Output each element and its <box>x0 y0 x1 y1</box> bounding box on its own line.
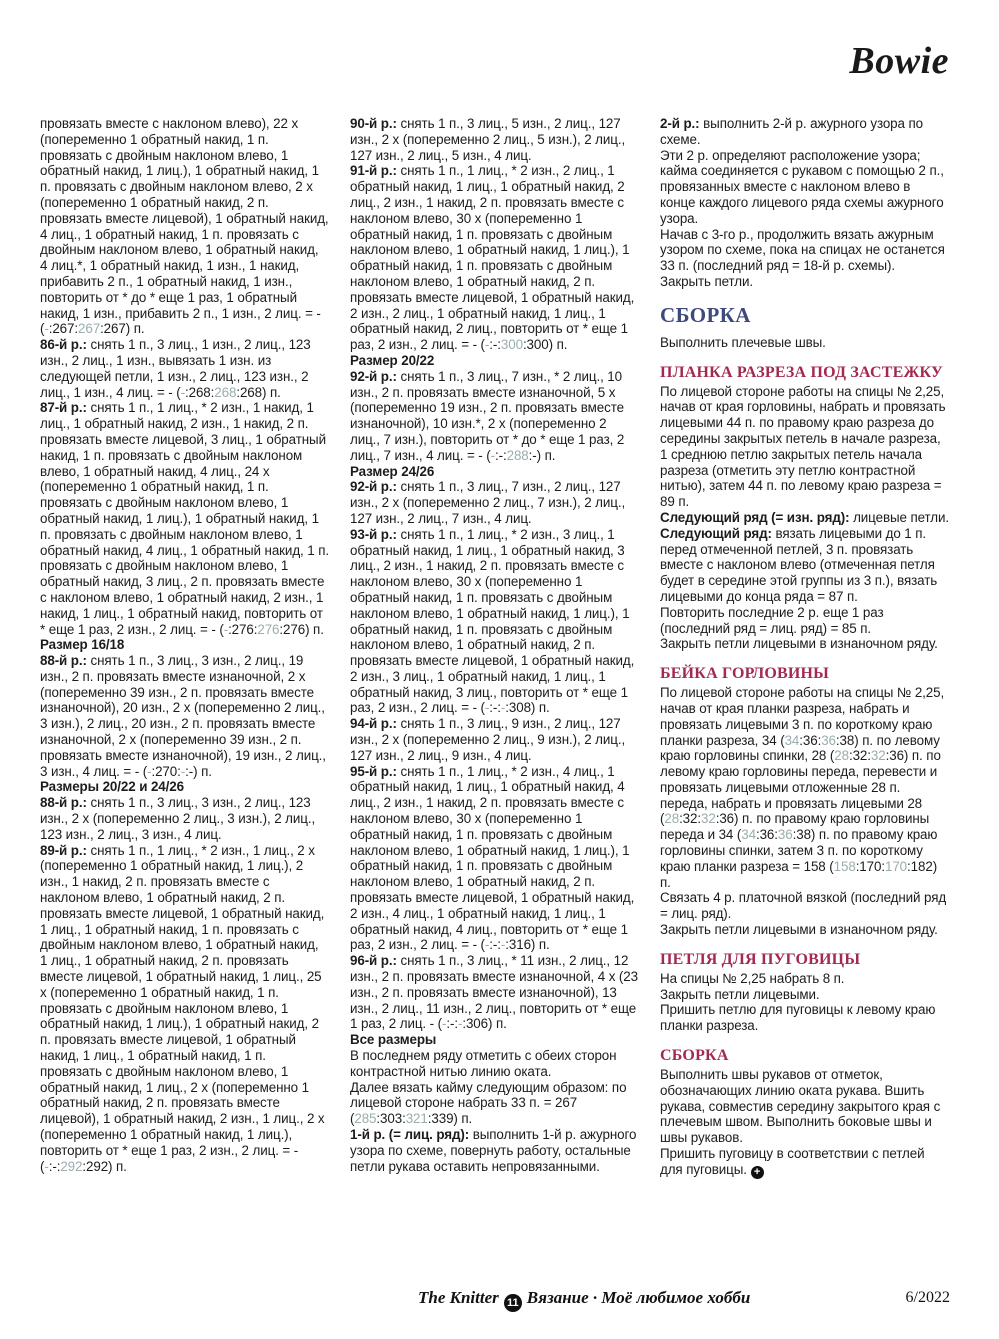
alt-size-value: - <box>457 1016 463 1032</box>
paragraph: По лицевой стороне работы на спицы № 2,25, начав от края планки разреза, набрать и провязать лицевыми 3 п. по короткому краю планки разреза, 34 (34:36:36:38) п. по левому краю горловины спинки, 28 (28:32:32:36) п. по левому краю горловины переда, перевести и провязать лицевыми отложенные 28 п. переда, набрать и провязать лицевыми 28 (28:32:32:36) п. по правому краю горловины переда и 34 (34:36:36:38) п. по правому краю горловины спинки, затем 3 п. по короткому краю планки разреза = 158 (158:170:170:182) п. <box>660 685 945 890</box>
section-heading: ПЕТЛЯ ДЛЯ ПУГОВИЦЫ <box>660 950 861 968</box>
alt-size-value: - <box>490 447 495 463</box>
paragraph: Следующий ряд: вязать лицевыми до 1 п. перед отмеченной петлей, 3 п. провязать вместе с наклоном влево (отмеченная петля будет в середине этой группы из 3 п.), вязать лицевыми до конца ряда = 87 п. <box>660 525 938 604</box>
paragraph: 95-й р.: снять 1 п., 1 лиц., * 2 изн., 4 лиц., 1 обратный накид, 1 лиц., 1 обратный накид, 4 лиц., 2 изн., 1 накид, 2 п. провязать вместе с наклоном влево, 30 х (попеременно 1 обратный накид, 1 п. провязать с двойным наклоном влево, 1 обратный накид, 1 лиц.), 1 обратный накид, 1 п. провязать с двойным наклоном влево, 1 обратный накид, 2 п. провязать вместе лицевой, 1 обратный накид, 2 изн., 4 лиц., 1 обратный накид, 1 лиц., 1 обратный накид, 4 лиц., повторить от * еще 1 раз, 2 изн., 2 лиц. = - (-:-:-:316) п. <box>350 763 635 953</box>
paragraph: 88-й р.: снять 1 п., 3 лиц., 3 изн., 2 лиц., 123 изн., 2 х (попеременно 2 лиц., 3 изн.), 2 лиц., 123 изн., 2 лиц., 3 изн., 4 лиц. <box>40 795 316 842</box>
alt-size-value: 158 <box>833 858 856 874</box>
section-heading: БЕЙКА ГОРЛОВИНЫ <box>660 665 830 683</box>
alt-size-value: 32 <box>870 748 886 764</box>
paragraph: По лицевой стороне работы на спицы № 2,25, начав от края горловины, набрать и провязать лицевыми 44 п. по правому краю разреза до середины закрытых петель в начале разреза, 1 среднюю петлю закрытых петель начала разреза (отметить эту петлю контрастной нитью), затем 44 п. по левому краю разреза = 89 п. <box>660 383 946 510</box>
paragraph: Закрыть петли лицевыми. <box>660 986 820 1002</box>
row-label: 91-й р.: <box>350 163 397 179</box>
paragraph: 96-й р.: снять 1 п., 3 лиц., * 11 изн., 2 лиц., 12 изн., 2 п. провязать вместе изнаночной, 4 х (23 изн., 2 п. провязать вместе изнаночной), 13 изн., 2 лиц., 11 изн., 2 лиц., повторить от * еще 1 раз, 2 лиц. - (-:-:-:306) п. <box>350 953 638 1032</box>
paragraph: 93-й р.: снять 1 п., 1 лиц., * 2 изн., 3 лиц., 1 обратный накид, 1 лиц., 1 обратный накид, 3 лиц., 2 изн., 1 накид, 2 п. провязать вместе с наклоном влево, 30 х (попеременно 1 обратный накид, 1 п. провязать с двойным наклоном влево, 1 обратный накид, 1 лиц.), 1 обратный накид, 1 п. провязать с двойным наклоном влево, 1 обратный накид, 2 п. провязать вместе лицевой, 1 обратный накид, 2 изн., 3 лиц., 1 обратный накид, 1 лиц., 1 обратный накид, 3 лиц., повторить от * еще 1 раз, 2 изн., 2 лиц. = - (-:-:-:308) п. <box>350 526 635 716</box>
row-label: 92-й р.: <box>350 368 397 384</box>
row-label: Следующий ряд (= изн. ряд): <box>660 509 850 525</box>
alt-size-value: - <box>442 1016 447 1032</box>
section-heading: СБОРКА <box>660 1047 729 1065</box>
alt-size-value: - <box>147 763 152 779</box>
section-heading: ПЛАНКА РАЗРЕЗА ПОД ЗАСТЕЖКУ <box>660 363 943 381</box>
row-label: 96-й р.: <box>350 953 397 969</box>
paragraph: На спицы № 2,25 набрать 8 п. <box>660 970 845 986</box>
paragraph: 2-й р.: выполнить 2-й р. ажурного узора по схеме. <box>660 116 923 147</box>
row-label: 1-й р. (= лиц. ряд): <box>350 1127 470 1142</box>
alt-size-value: 288 <box>506 447 529 463</box>
paragraph: Эти 2 р. определяют расположение узора; кайма соединяется с рукавом с помощью 2 п., провязанных вместе с наклоном влево в конце каждого лицевого ряда схемы ажурного узора. <box>660 147 944 226</box>
alt-size-value: 300 <box>500 337 523 353</box>
alt-size-value: 28 <box>834 748 849 764</box>
alt-size-value: - <box>44 321 49 337</box>
row-label: 86-й р.: <box>40 337 87 353</box>
row-label: 89-й р.: <box>40 842 87 858</box>
paragraph: 87-й р.: снять 1 п., 1 лиц., * 2 изн., 1 накид, 1 лиц., 1 обратный накид, 2 изн., 1 накид, 2 п. провязать вместе лицевой, 3 лиц., 1 обратный накид, 1 п. провязать с двойным наклоном влево, 1 обратный накид, 4 лиц., 24 х (попеременно 1 обратный накид, 1 п. провязать с двойным наклоном влево, 1 обратный накид, 1 лиц.), 1 обратный накид, 1 п. провязать с двойным наклоном влево, 1 обратный накид, 4 лиц., 1 обратный накид, 1 п. провязать с двойным наклоном влево, 1 обратный накид, 3 лиц., 2 п. провязать вместе с наклоном влево, 1 обратный накид, 2 изн., 1 накид, 1 лиц., 1 обратный накид, повторить от * еще 1 раз, 2 изн., 2 лиц. = - (-:276:276:276) п. <box>40 400 330 637</box>
paragraph: 1-й р. (= лиц. ряд): выполнить 1-й р. ажурного узора по схеме, повернуть работу, остальные петли рукава оставить непровязанными. <box>350 1127 637 1174</box>
paragraph: 92-й р.: снять 1 п., 3 лиц., 7 изн., * 2 лиц., 10 изн., 2 п. провязать вместе изнаночной, 5 х (попеременно 19 изн., 2 п. провязать вместе изнаночной), 10 изн.*, 2 х (попеременно 2 лиц., 7 изн.), повторить от * до * еще 1 раз, 2 лиц., 7 изн., 4 лиц. = - (-:-:288:-) п. <box>350 368 625 463</box>
article-columns <box>40 116 950 1179</box>
alt-size-value: 268 <box>214 384 237 400</box>
size-heading: Размер 16/18 <box>40 637 125 653</box>
paragraph: Выполнить швы рукавов от отметок, обозначающих линию оката рукава. Вшить рукава, совместив середину закрытого края с плечевым швом. Выполнить боковые швы и швы рукавов. <box>660 1067 941 1146</box>
paragraph: 91-й р.: снять 1 п., 1 лиц., * 2 изн., 2 лиц., 1 обратный накид, 1 лиц., 1 обратный накид, 2 лиц., 2 изн., 1 накид, 2 п. провязать вместе с наклоном влево, 30 х (попеременно 1 обратный накид, 1 п. провязать с двойным наклоном влево, 1 обратный накид, 1 лиц.), 1 обратный накид, 1 п. провязать с двойным наклоном влево, 1 обратный накид, 2 п. провязать вместе лицевой, 1 обратный накид, 2 изн., 2 лиц., 1 обратный накид, 1 лиц., 1 обратный накид, 2 лиц., повторить от * еще 1 раз, 2 изн., 2 лиц. = - (-:-:300:300) п. <box>350 163 635 353</box>
section-heading-major: СБОРКА <box>660 302 751 327</box>
footer-brand-line <box>418 1288 750 1312</box>
row-label: 92-й р.: <box>350 479 397 495</box>
column-1 <box>40 116 329 1179</box>
paragraph: 90-й р.: снять 1 п., 3 лиц., 5 изн., 2 лиц., 127 изн., 2 х (попеременно 2 лиц., 5 изн.), 2 лиц., 127 изн., 2 лиц., 5 изн., 4 лиц. <box>350 116 626 163</box>
alt-size-value: 276 <box>257 621 280 637</box>
alt-size-value: 292 <box>60 1158 83 1174</box>
footer <box>0 1288 999 1314</box>
paragraph: В последнем ряду отметить с обеих сторон контрастной нитью линию оката. <box>350 1048 617 1079</box>
alt-size-value: 321 <box>405 1111 428 1127</box>
alt-size-value: 285 <box>354 1111 377 1127</box>
row-label: 90-й р.: <box>350 116 397 131</box>
alt-size-value: - <box>484 700 490 716</box>
alt-size-value: - <box>500 700 506 716</box>
size-heading: Размер 24/26 <box>350 463 435 479</box>
page-number-badge: 11 <box>504 1294 522 1312</box>
alt-size-value: - <box>223 621 229 637</box>
end-of-pattern-icon: + <box>751 1166 764 1179</box>
row-label: 94-й р.: <box>350 716 397 732</box>
row-label: 88-й р.: <box>40 795 87 811</box>
paragraph: Пришить петлю для пуговицы к левому краю планки разреза. <box>660 1002 936 1034</box>
paragraph: Закрыть петли. <box>660 273 754 289</box>
size-heading: Размеры 20/22 и 24/26 <box>40 779 184 795</box>
alt-size-value: - <box>44 1158 49 1174</box>
alt-size-value: 34 <box>741 827 756 843</box>
footer-brand: The Knitter <box>418 1288 499 1307</box>
paragraph: Далее вязать кайму следующим образом: по лицевой стороне набрать 33 п. = 267 (285:303:321:339) п. <box>350 1079 627 1127</box>
paragraph: 86-й р.: снять 1 п., 3 лиц., 1 изн., 2 лиц., 123 изн., 2 лиц., 1 изн., вывязать 1 изн. из следующей петли, 1 изн., 2 лиц., 123 изн., 2 лиц., 1 изн., 4 лиц. = - (-:268:268:268) п. <box>40 337 311 400</box>
alt-size-value: - <box>180 763 186 779</box>
row-label: 93-й р.: <box>350 526 397 542</box>
alt-size-value: - <box>180 384 185 400</box>
alt-size-value: - <box>500 937 506 953</box>
alt-size-value: 34 <box>784 732 800 748</box>
page-title: Bowie <box>849 40 949 82</box>
column-2 <box>350 116 639 1179</box>
alt-size-value: 170 <box>884 858 908 874</box>
row-label: 95-й р.: <box>350 763 397 779</box>
alt-size-value: 28 <box>664 811 680 827</box>
row-label: 87-й р.: <box>40 400 87 416</box>
column-3 <box>660 116 949 1179</box>
paragraph: Пришить пуговицу в соответствии с петлей для пуговицы. + <box>660 1146 925 1178</box>
paragraph: 89-й р.: снять 1 п., 1 лиц., * 2 изн., 1 лиц., 2 х (попеременно 1 обратный накид, 1 лиц.), 2 изн., 1 накид, 2 п. провязать вместе с наклоном влево, 1 обратный накид, 2 п. провязать вместе лицевой, 1 обратный накид, 1 лиц., 1 обратный накид, 1 п. провязать с двойным наклоном влево, 1 обратный накид, 1 лиц., 1 обратный накид, 2 п. провязать вместе лицевой, 1 обратный накид, 1 лиц., 25 х (попеременно 1 обратный накид, 1 п. провязать с двойным наклоном влево, 1 обратный накид, 1 лиц.), 1 обратный накид, 2 п. провязать вместе лицевой, 1 обратный накид, 1 лиц., 1 обратный накид, 1 п. провязать с двойным наклоном влево, 1 обратный накид, 1 лиц., 2 х (попеременно 1 обратный накид, 2 п. провязать вместе лицевой), 1 обратный накид, 2 изн., 1 лиц., 2 х (попеременно 1 обратный накид, 1 лиц.), повторить от * еще 1 раз, 2 изн., 2 лиц. = - (-:-:292:292) п. <box>40 842 325 1174</box>
paragraph: Закрыть петли лицевыми в изнаночном ряду. <box>660 636 938 652</box>
paragraph: Повторить последние 2 р. еще 1 раз (последний ряд = лиц. ряд) = 85 п. <box>660 604 884 636</box>
paragraph: 88-й р.: снять 1 п., 3 лиц., 3 изн., 2 лиц., 19 изн., 2 п. провязать вместе изнаночной, 2 х (попеременно 39 изн., 2 п. провязать вместе изнаночной), 20 изн., 2 х (попеременно 2 лиц., 3 изн.), 2 лиц., 20 изн., 2 п. провязать вместе изнаночной, 2 х (попеременно 39 изн., 2 п. провязать вместе изнаночной), 19 изн., 2 лиц., 3 изн., 4 лиц. = - (-:270:-:-) п. <box>40 653 326 779</box>
row-label: 88-й р.: <box>40 653 87 669</box>
paragraph: Выполнить плечевые швы. <box>660 334 826 350</box>
alt-size-value: 32 <box>701 811 716 827</box>
paragraph: Связать 4 р. платочной вязкой (последний ряд = лиц. ряд). <box>660 890 947 922</box>
paragraph: 92-й р.: снять 1 п., 3 лиц., 7 изн., 2 лиц., 127 изн., 2 х (попеременно 2 лиц., 7 изн.), 2 лиц., 127 изн., 2 лиц., 7 изн., 4 лиц. <box>350 479 626 526</box>
alt-size-value: - <box>484 337 490 353</box>
paragraph: Начав с 3-го р., продолжить вязать ажурным узором по схеме, пока на спицах не останется 33 п. (последний ряд = 18-й р. схемы). <box>660 226 945 274</box>
alt-size-value: - <box>484 937 490 953</box>
paragraph: провязать вместе с наклоном влево), 22 х (попеременно 1 обратный накид, 1 п. провязать с двойным наклоном влево, 1 обратный накид, 1 лиц.), 1 обратный накид, 1 п. провязать с двойным наклоном влево, 2 х (попеременно 1 обратный накид, 2 п. провязать вместе лицевой), 1 обратный накид, 4 лиц., 1 обратный накид, 1 п. провязать с двойным наклоном влево, 1 обратный накид, 4 лиц.*, 1 обратный накид, 1 изн., 1 накид, прибавить 2 п., 1 обратный накид, 1 изн., повторить от * до * еще 1 раз, 1 обратный накид, 1 изн., прибавить 2 п., 1 изн., 2 лиц. = - (-:267:267:267) п. <box>40 116 329 337</box>
alt-size-value: 36 <box>821 732 836 748</box>
alt-size-value: 267 <box>78 321 101 337</box>
row-label: Следующий ряд: <box>660 525 772 541</box>
paragraph: Следующий ряд (= изн. ряд): лицевые петли. <box>660 509 949 525</box>
paragraph: 94-й р.: снять 1 п., 3 лиц., 9 изн., 2 лиц., 127 изн., 2 х (попеременно 2 лиц., 9 изн.), 2 лиц., 127 изн., 2 лиц., 9 изн., 4 лиц. <box>350 716 626 763</box>
footer-issue-number: 6/2022 <box>905 1289 950 1306</box>
footer-magazine-name: Вязание · Моё любимое хобби <box>526 1288 751 1307</box>
paragraph: Закрыть петли лицевыми в изнаночном ряду. <box>660 922 938 938</box>
size-heading: Размер 20/22 <box>350 352 435 368</box>
size-heading: Все размеры <box>350 1032 437 1048</box>
row-label: 2-й р.: <box>660 116 700 131</box>
alt-size-value: 36 <box>777 827 793 843</box>
